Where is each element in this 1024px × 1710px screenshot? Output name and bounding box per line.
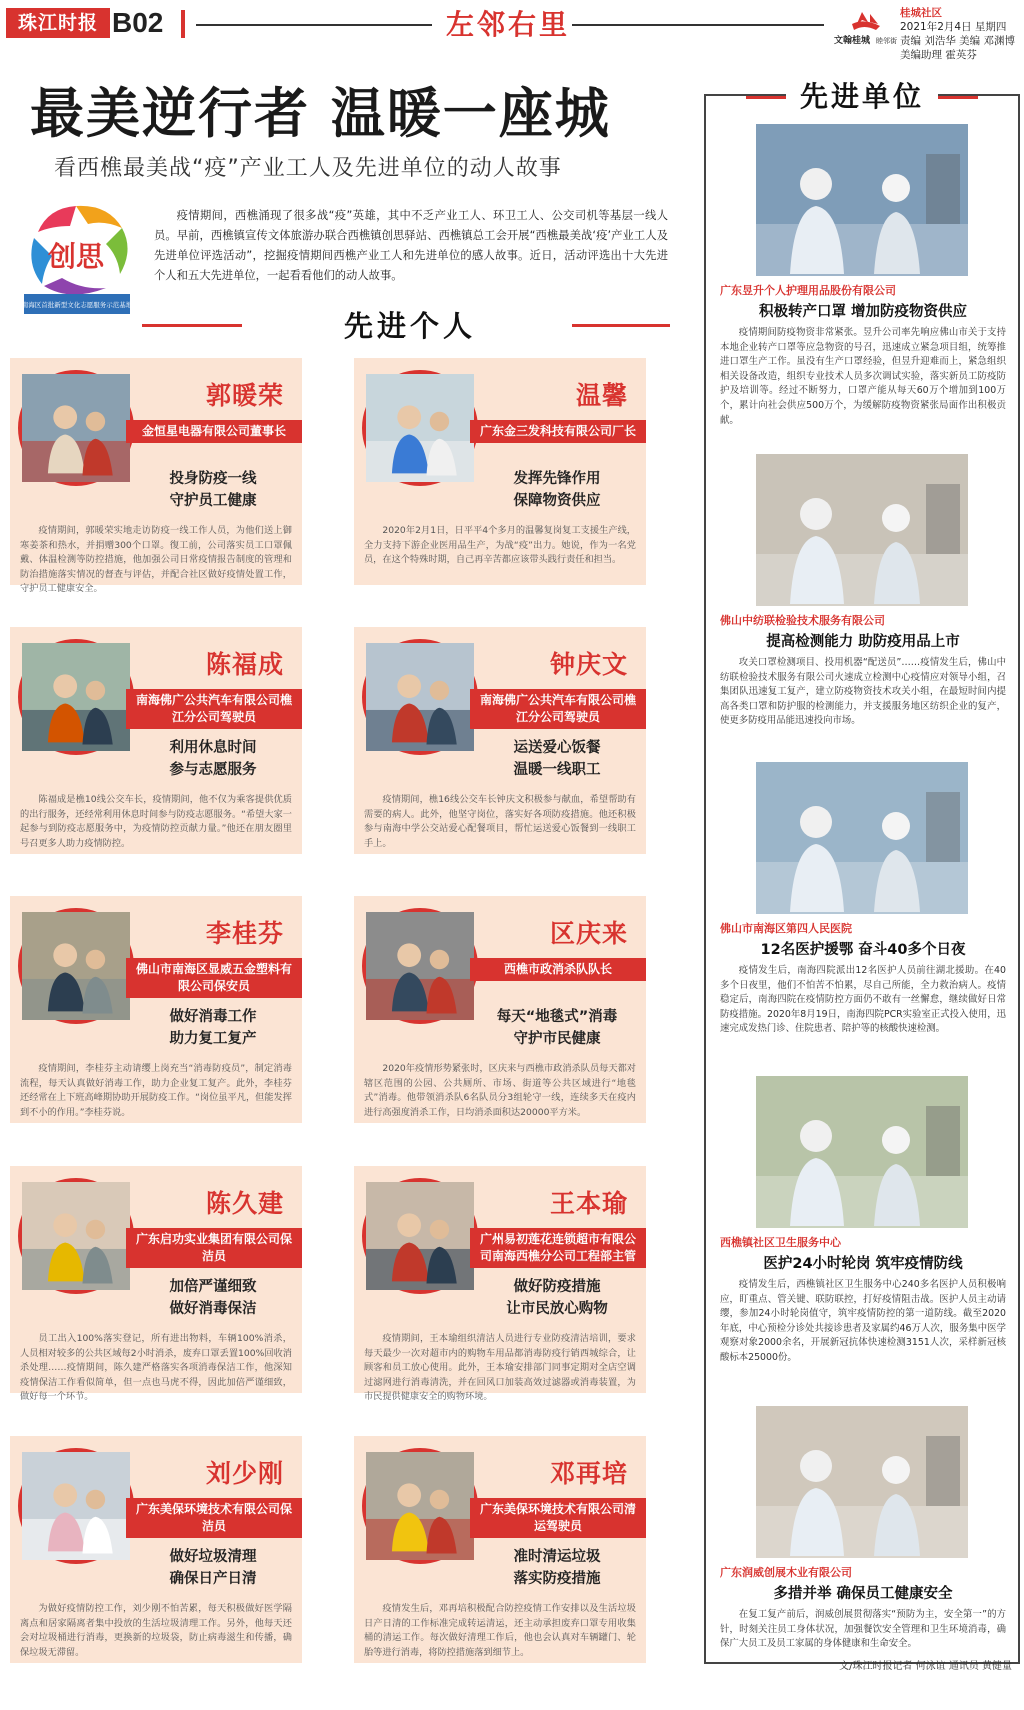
person-slogan (134, 1546, 292, 1590)
assistant-credits: 美编助理 霍英芬 (900, 49, 977, 61)
person-card (354, 896, 646, 1123)
masthead (0, 0, 1024, 61)
masthead-rule-left (196, 24, 432, 26)
newspaper-name: 珠江时报 (6, 8, 110, 38)
units-rule-right (938, 96, 978, 99)
unit-photo (756, 1406, 968, 1558)
person-photo (362, 639, 478, 755)
person-story: 疫情期间，王本瑜组织清洁人员进行专业防疫清洁培训，要求每天最少一次对超市内的购物车用品都消毒防疫行销西城综合，让顾客和员工放心使用。此外，王本瑜安排部门同事定期对全店空调过滤网进行消毒清洗，并在回风口加装高效过滤器或消毒装置，为市民提供健康安全的购物环境。 (364, 1333, 636, 1402)
slogan-line-2: 参与志愿服务 (169, 762, 257, 778)
person-slogan (478, 1006, 636, 1050)
units-section-header (706, 76, 1018, 120)
unit-title: 提高检测能力 助防疫用品上市 (766, 634, 960, 650)
person-card (10, 1436, 302, 1663)
slogan-line-1: 做好垃圾清理 (169, 1549, 257, 1565)
unit-company: 广东昱升个人护理用品股份有限公司 (720, 284, 896, 297)
person-company: 南海佛广公共汽车有限公司樵江分公司驾驶员 (126, 689, 302, 729)
page-title: 最美逆行者 温暖一座城 (30, 81, 611, 145)
slogan-line-1: 加倍严谨细致 (169, 1279, 257, 1295)
person-company: 广东启功实业集团有限公司保洁员 (126, 1228, 302, 1268)
unit-title: 多措并举 确保员工健康安全 (773, 1586, 953, 1602)
slogan-line-2: 保障物资供应 (513, 493, 601, 509)
unit-story: 疫情发生后，南海四院派出12名医护人员前往湖北援助。在40多个日夜里，他们不怕苦不怕累，尽自己所能，全力救治病人。疫情稳定后，南海四院在疫情防控方面仍不敢有一丝懈怠，继续做好日常防疫措施。2020年8月19日，南海四院PCR实验室正式投入使用，迅速完成发热门诊、住院患者、陪护等的核酸快速检测。 (720, 965, 1006, 1035)
person-card (354, 1166, 646, 1402)
person-story: 疫情期间，郭暖荣实地走访防疫一线工作人员，为他们送上御寒姜茶和热水，并捐赠300个口罩。復工前，公司落实员工口罩佩戴、体温检测等防控措施，他加强公司日常疫情报告制度的管理和防治措施落实情况的督查与评估，并配合社区做好疫情处置工作，守护员工健康安全。 (20, 525, 292, 594)
unit-photo (756, 762, 968, 914)
unit-photo (756, 454, 968, 606)
slogan-line-1: 运送爱心饭餐 (513, 740, 601, 756)
person-slogan (478, 1546, 636, 1590)
slogan-line-2: 守护员工健康 (169, 493, 257, 509)
intro-paragraph: 疫情期间，西樵涌现了很多战“疫”英雄，其中不乏产业工人、环卫工人、公交司机等基层一线人员。早前，西樵镇宣传文体旅游办联合西樵镇创思驿站、西樵镇总工会开展“西樵最美战‘疫’产业工人及先进单位评选活动”，挖掘疫情期间西樵产业工人和先进单位的感人故事。近日，活动评选出十大先进个人和五大先进单位，一起看看他们的动人故事。 (154, 209, 668, 282)
slogan-line-1: 每天“地毯式”消毒 (496, 1009, 618, 1025)
unit-story: 攻关口罩检测项目、投用机器“配送员”……疫情发生后，佛山中纺联检验技术服务有限公司火速成立检测中心疫情应对领导小组，召集团队迅速复工复产，建立防疫物资技术攻关小组，在最短时间内提高各类口罩和防护服的检测能力，并支援服务地区纺织企业的复产，使更多防疫用品能迅速投向市场。 (720, 657, 1006, 727)
units-section-title: 先进单位 (786, 76, 938, 118)
unit-story: 在复工复产前后，润威创展贯彻落实“预防为主，安全第一”的方针，时刻关注员工身体状况，加强餐饮安全管理和卫生环境消毒，确保广大员工及员工家属的身体健康和生命安全。 (720, 1609, 1006, 1650)
person-card (10, 627, 302, 854)
person-name: 陈久建 (205, 1189, 284, 1218)
person-photo (362, 1178, 478, 1294)
logo-wordmark: 创思 (48, 240, 105, 273)
masthead-info (900, 6, 1015, 62)
column-tag: 桂城社区 (900, 7, 942, 19)
person-card (354, 627, 646, 854)
person-slogan (478, 468, 636, 512)
person-story: 为做好疫情防控工作，刘少刚不怕苦累，每天积极做好医学隔离点和居家隔离者集中投放的生活垃圾清理工作。另外，他每天还会对垃圾桶进行消毒，更换新的垃圾袋，防止病毒滋生和传播，确保垃圾无滞留。 (20, 1603, 292, 1658)
person-slogan (478, 737, 636, 781)
masthead-accent-bar (181, 10, 185, 38)
person-photo (18, 908, 134, 1024)
slogan-line-2: 助力复工复产 (169, 1031, 257, 1047)
person-story: 2020年2月1日，日平平4个多月的温馨复岗复工支援生产线，全力支持下游企业医用品生产，为战“疫”出力。她说，作为一名党员，在这个特殊时期，自己再辛苦都应该带头践行责任和担当。 (364, 525, 636, 565)
person-company: 广东金三发科技有限公司厂长 (470, 420, 646, 443)
person-photo (18, 639, 134, 755)
slogan-line-2: 让市民放心购物 (506, 1301, 608, 1317)
editor-credits: 责编 刘浩华 美编 邓渊博 (900, 35, 1016, 47)
person-company: 广州易初莲花连锁超市有限公司南海西樵分公司工程部主管 (470, 1228, 646, 1268)
slogan-line-1: 发挥先锋作用 (513, 471, 601, 487)
individuals-section-title: 先进个人 (343, 309, 476, 343)
person-slogan (134, 468, 292, 512)
logo-caption: 南海区首批新型文化志愿服务示范基地 (21, 301, 133, 309)
person-photo (362, 370, 478, 486)
svg-text:睦邻街: 睦邻街 (876, 37, 897, 45)
person-story: 陈福成是樵10线公交车长，疫情期间，他不仅为乘客提供优质的出行服务，还经常利用休息时间参与防疫志愿服务。“希望大家一起参与到防疫志愿服务中，为疫情防控贡献力量。”他还在朋友圈里号召更多人助力疫情防控。 (20, 794, 292, 849)
person-story: 2020年疫情形势紧张时，区庆来与西樵市政消杀队员每天都对辖区范围的公园、公共厕所、市场、街道等公共区域进行“地毯式”消毒。他带领消杀队6名队员分3组轮守一线，连续多天在疫内进行高强度消杀工作，日均消杀面积达20000平方米。 (364, 1063, 636, 1118)
slogan-line-2: 确保日产日清 (169, 1571, 257, 1587)
unit-photo (756, 124, 968, 276)
person-name: 李桂芬 (205, 919, 284, 948)
person-company: 西樵市政消杀队队长 (470, 958, 646, 981)
person-slogan (134, 1276, 292, 1320)
person-photo (18, 370, 134, 486)
unit-title: 积极转产口罩 增加防疫物资供应 (758, 304, 968, 320)
unit-story: 疫情期间防疫物资非常紧张。昱升公司率先响应佛山市关于支持本地企业转产口罩等应急物资的号召，迅速成立紧急项目组，统筹推进口罩生产工作。虽没有生产口罩经验，但昱升迎难而上，紧急组织相关设备改造，组织专业技术人员多次调试实验，落实新员工防疫防护及培训等。经过不断努力，口罩产能从每天60万个增加到100万个，累计向社会供应500万个，为缓解防疫物资紧张局面作出积极贡献。 (720, 327, 1006, 426)
section-rule-right (572, 324, 670, 327)
slogan-line-2: 守护市民健康 (513, 1031, 601, 1047)
person-photo (362, 908, 478, 1024)
chuangsi-logo (18, 198, 136, 318)
slogan-line-2: 落实防疫措施 (513, 1571, 601, 1587)
slogan-line-1: 准时清运垃圾 (513, 1549, 601, 1565)
unit-company: 广东润威创展木业有限公司 (720, 1566, 852, 1579)
individuals-section-header (142, 306, 670, 346)
masthead-rule-right (572, 24, 824, 26)
person-slogan (134, 737, 292, 781)
unit-title: 医护24小时轮岗 筑牢疫情防线 (763, 1256, 963, 1272)
person-story: 员工出入100%落实登记，所有进出物料，车辆100%消杀，人员相对较多的公共区域每2小时消杀，废弃口罩丢置100%回收消杀处理……疫情期间，陈久建严格落实各项消毒保洁工作，他深知疫情保洁工作看似简单，但一点也马虎不得，因此加倍严谨细致，做好每一个环节。 (20, 1333, 292, 1402)
units-column (704, 80, 1020, 1664)
person-card (10, 896, 302, 1123)
person-company: 佛山市南海区显威五金塑料有限公司保安员 (126, 958, 302, 998)
page-subtitle: 看西樵最美战“疫”产业工人及先进单位的动人故事 (54, 156, 562, 181)
person-name: 温馨 (575, 381, 628, 410)
person-card (10, 358, 302, 594)
slogan-line-2: 做好消毒保洁 (169, 1301, 257, 1317)
wenhan-guicheng-logo (832, 8, 896, 48)
section-rule-left (142, 324, 242, 327)
person-slogan (134, 1006, 292, 1050)
unit-company: 佛山中纺联检验技术服务有限公司 (720, 614, 885, 627)
person-story: 疫情期间，樵16线公交车长钟庆文积极参与献血，希望帮助有需要的病人。此外，他坚守岗位，落实好各项防疫措施。他还积极参与南海中学公交站爱心配餐项目，帮忙运送爱心饭餐到一线职工手上。 (364, 794, 636, 849)
person-card (10, 1166, 302, 1402)
person-card (354, 358, 646, 585)
unit-photo (756, 1076, 968, 1228)
person-story: 疫情发生后，邓再培积极配合防控疫情工作安排以及生活垃圾日产日清的工作标准完成转运清运，还主动承担废弃口罩专用收集桶的清运工作。每次做好清理工作后，他也会认真对车辆罐门、轮胎等进行消毒，将防控措施落到细节上。 (364, 1603, 636, 1658)
person-card (354, 1436, 646, 1663)
issue-date: 2021年2月4日 星期四 (900, 21, 1007, 33)
unit-company: 西樵镇社区卫生服务中心 (720, 1236, 841, 1249)
slogan-line-1: 做好防疫措施 (513, 1279, 601, 1295)
person-photo (18, 1178, 134, 1294)
slogan-line-1: 利用休息时间 (169, 740, 257, 756)
person-company: 南海佛广公共汽车有限公司樵江分公司驾驶员 (470, 689, 646, 729)
person-name: 刘少刚 (205, 1459, 284, 1488)
person-company: 金恒星电器有限公司董事长 (126, 420, 302, 443)
slogan-line-2: 温暖一线职工 (513, 762, 601, 778)
slogan-line-1: 做好消毒工作 (169, 1009, 257, 1025)
byline: 文/珠江时报记者 何泳谊 通讯员 黄健量 (839, 1661, 1012, 1672)
unit-story: 疫情发生后，西樵镇社区卫生服务中心240多名医护人员积极响应，盯重点、管关键、联防联控，打好疫情阻击战。医护人员主动请缨，参加24小时轮岗值守，筑牢疫情防控的第一道防线。截至2020年底，中心预检分诊处共接诊患者及家属约46万人次，服务集中医学观察对象2000余名，开展新冠抗体快速检测3151人次，采样新冠核酸标本25000份。 (720, 1279, 1006, 1363)
person-story: 疫情期间，李桂芬主动请缨上岗充当“消毒防疫员”，制定消毒流程，每天认真做好消毒工作，助力企业复工复产。此外，李桂芬还经常在上下班高峰期协助开展防疫工作。“岗位虽平凡，但能发挥到不小的作用。”李桂芬说。 (20, 1063, 292, 1118)
person-name: 钟庆文 (549, 650, 628, 679)
person-company: 广东美保环境技术有限公司清运驾驶员 (470, 1498, 646, 1538)
person-name: 区庆来 (549, 919, 628, 948)
person-name: 郭暖荣 (205, 381, 284, 410)
unit-company: 佛山市南海区第四人民医院 (720, 922, 852, 935)
person-name: 王本瑜 (549, 1189, 628, 1218)
person-photo (18, 1448, 134, 1564)
person-company: 广东美保环境技术有限公司保洁员 (126, 1498, 302, 1538)
unit-title: 12名医护援鄂 奋斗40多个日夜 (760, 942, 966, 958)
page-number: B02 (112, 7, 164, 38)
person-name: 陈福成 (205, 650, 284, 679)
slogan-line-1: 投身防疫一线 (169, 471, 257, 487)
person-slogan (478, 1276, 636, 1320)
svg-text:文翰桂城: 文翰桂城 (834, 36, 871, 46)
person-name: 邓再培 (549, 1459, 628, 1488)
section-name: 左邻右里 (446, 8, 571, 41)
units-rule-left (746, 96, 786, 99)
person-photo (362, 1448, 478, 1564)
